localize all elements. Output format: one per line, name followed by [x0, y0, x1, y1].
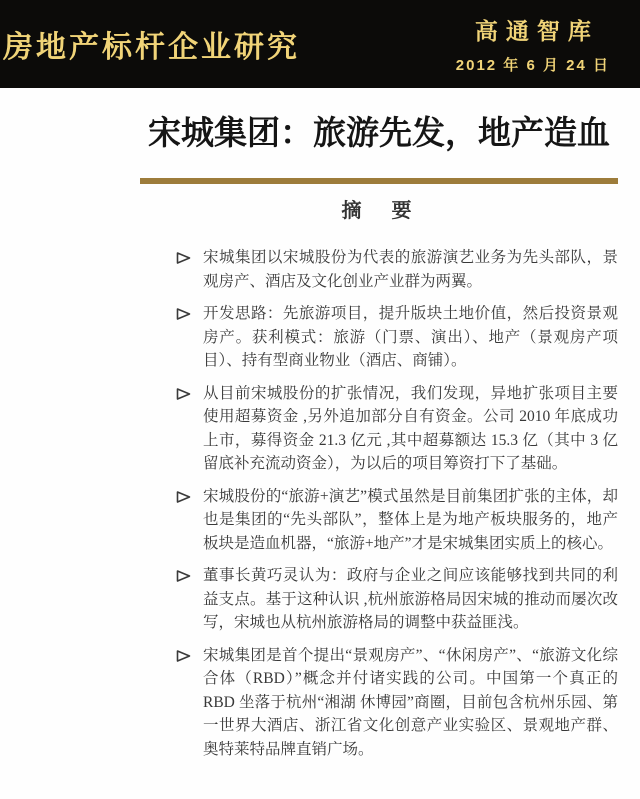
gold-divider-rule: [140, 178, 618, 184]
bullet-text: 开发思路：先旅游项目，提升版块土地价值，然后投资景观房产。获利模式：旅游（门票、演出）、地产（景观房产项目）、持有型商业物业（酒店、商铺）。: [203, 305, 618, 369]
bullet-text: 董事长黄巧灵认为：政府与企业之间应该能够找到共同的利益支点。基于这种认识 ,杭州旅游格局因宋城的推动而屡次改写，宋城也从杭州旅游格局的调整中获益匪浅。: [203, 567, 618, 631]
bullet-item: [140, 302, 618, 373]
report-masthead: [0, 0, 640, 88]
arrowhead-right-icon: [176, 490, 191, 504]
arrowhead-right-icon: [176, 569, 191, 583]
bullet-text: 宋城股份的“旅游+演艺”模式虽然是目前集团扩张的主体，却也是集团的“先头部队”，整体上是为地产板块服务的，地产板块是造血机器，“旅游+地产”才是宋城集团实质上的核心。: [203, 487, 618, 552]
brand-name: 高通智库: [474, 18, 599, 44]
arrowhead-right-icon: [176, 307, 191, 321]
report-date: 2012 年 6 月 24 日: [455, 57, 610, 74]
abstract-bullet-list: [140, 246, 618, 761]
bullet-item: [140, 644, 618, 762]
arrowhead-right-icon: [176, 649, 191, 663]
report-series-title: 房地产标杆企业研究: [3, 31, 300, 64]
arrowhead-right-icon: [176, 251, 191, 265]
bullet-item: [140, 382, 618, 476]
article-title: 宋城集团：旅游先发，地产造血: [148, 114, 610, 151]
bullet-item: [140, 564, 618, 635]
brand-block: [456, 13, 610, 75]
bullet-item: [140, 246, 618, 293]
arrowhead-right-icon: [176, 387, 191, 401]
bullet-item: [140, 485, 618, 556]
report-body: [140, 88, 618, 770]
bullet-text: 宋城集团是首个提出“景观房产”、“休闲房产”、“旅游文化综合体（RBD）”概念并付诸实践的公司。中国第一个真正的 RBD 坐落于杭州“湘湖 休博园”商圈，目前包含杭州乐园、第一世界大酒店、浙江省文化创意产业实验区、景观地产群、奥特莱特品牌直销广场。: [203, 646, 618, 758]
bullet-text: 从目前宋城股份的扩张情况，我们发现，异地扩张项目主要使用超募资金 ,另外追加部分自有资金。公司 2010 年底成功上市，募得资金 21.3 亿元 ,其中超募额达 15.3 亿（其中 3 亿留底补充流动资金），为以后的项目筹资打下了基础。: [203, 384, 618, 472]
bullet-text: 宋城集团以宋城股份为代表的旅游演艺业务为先头部队，景观房产、酒店及文化创业产业群为两翼。: [203, 249, 618, 290]
abstract-heading: 摘 要: [341, 200, 417, 222]
